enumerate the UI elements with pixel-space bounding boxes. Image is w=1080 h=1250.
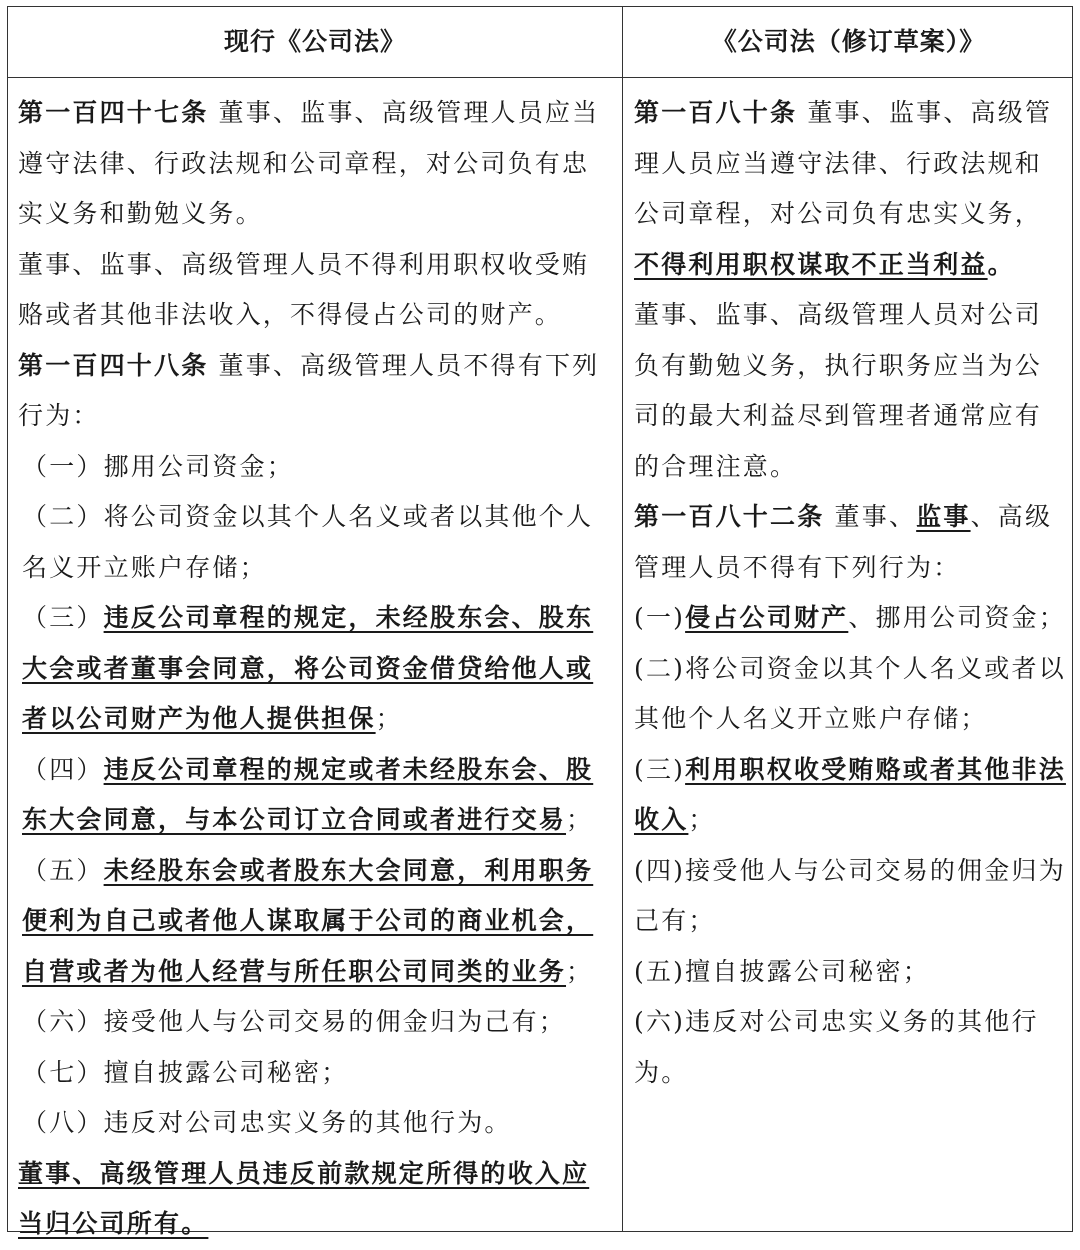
list-item: （三）违反公司章程的规定，未经股东会、股东大会或者董事会同意，将公司资金借贷给他人或者以公司财产为他人提供担保；: [22, 603, 594, 733]
article-182-title: 第一百八十二条: [634, 502, 825, 531]
list-item: (二)将公司资金以其个人名义或者以其他个人名义开立账户存储；: [634, 653, 1066, 733]
underlined-text: 违反公司章程的规定，未经股东会、股东大会或者董事会同意，将公司资金借贷给他人或者以公司财产为他人提供担保: [22, 603, 594, 733]
header-draft-revision: 《公司法（修订草案）》: [711, 27, 986, 56]
current-law-column: [18, 79, 616, 1250]
list-item: (一)侵占公司财产、挪用公司资金；: [634, 603, 1066, 632]
table-header-row: [8, 7, 1072, 78]
underlined-text: 违反公司章程的规定或者未经股东会、股东大会同意，与本公司订立合同或者进行交易: [22, 754, 594, 834]
list-item: (三)利用职权收受贿赂或者其他非法收入；: [634, 754, 1066, 834]
list-item: （六）接受他人与公司交易的佣金归为己有；: [22, 1007, 567, 1036]
underlined-text: 未经股东会或者股东大会同意，利用职务便利为自己或者他人谋取属于公司的商业机会，自营或者为他人经营与所任职公司同类的业务: [22, 855, 594, 986]
list-item: (四)接受他人与公司交易的佣金归为己有；: [634, 855, 1066, 935]
comparison-table: [7, 6, 1073, 1238]
article-147-title: 第一百四十七条: [18, 98, 209, 127]
list-item: (六)违反对公司忠实义务的其他行为。: [634, 1007, 1039, 1087]
article-180-title: 第一百八十条: [634, 98, 798, 127]
list-item: （七）擅自披露公司秘密；: [22, 1057, 349, 1087]
article-148-final-para: [18, 1149, 616, 1250]
list-item: （二）将公司资金以其个人名义或者以其他个人名义开立账户存储；: [22, 502, 594, 582]
article-180-para-1: 第一百八十条 董事、监事、高级管理人员应当遵守法律、行政法规和公司章程，对公司负有忠实义务，不得利用职权谋取不正当利益。: [634, 98, 1053, 279]
underlined-text: 利用职权收受贿赂或者其他非法收入: [634, 754, 1066, 834]
article-148-intro: 第一百四十八条 董事、高级管理人员不得有下列行为：: [18, 350, 600, 430]
article-148-title: 第一百四十八条: [18, 350, 209, 380]
list-item: （一）挪用公司资金；: [22, 451, 295, 481]
list-item: （五）未经股东会或者股东大会同意，利用职务便利为自己或者他人谋取属于公司的商业机会，自营或者为他人经营与所任职公司同类的业务；: [22, 855, 594, 986]
list-item: (五)擅自披露公司秘密；: [634, 956, 930, 986]
underlined-text: 监事: [916, 502, 971, 531]
draft-revision-column: [634, 79, 1066, 1098]
list-item: （八）违反对公司忠实义务的其他行为。: [22, 1108, 512, 1137]
header-current-law: 现行《公司法》: [223, 27, 406, 56]
article-182-intro: 第一百八十二条 董事、监事、高级管理人员不得有下列行为：: [634, 502, 1053, 582]
column-divider: [622, 7, 623, 1231]
article-147-para-2: 董事、监事、高级管理人员不得利用职权收受贿赂或者其他非法收入，不得侵占公司的财产。: [18, 249, 590, 329]
article-180-para-2: 董事、监事、高级管理人员对公司负有勤勉义务，执行职务应当为公司的最大利益尽到管理者通常应有的合理注意。: [634, 300, 1043, 481]
underlined-text: 侵占公司财产: [685, 603, 849, 632]
article-147-para-1: 第一百四十七条 董事、监事、高级管理人员应当遵守法律、行政法规和公司章程，对公司负有忠实义务和勤勉义务。: [18, 98, 600, 228]
underlined-text: 董事、高级管理人员违反前款规定所得的收入应当归公司所有。: [18, 1158, 590, 1238]
underlined-text: 不得利用职权谋取不正当利益: [634, 249, 988, 279]
list-item: （四）违反公司章程的规定或者未经股东会、股东大会同意，与本公司订立合同或者进行交易；: [22, 754, 594, 834]
